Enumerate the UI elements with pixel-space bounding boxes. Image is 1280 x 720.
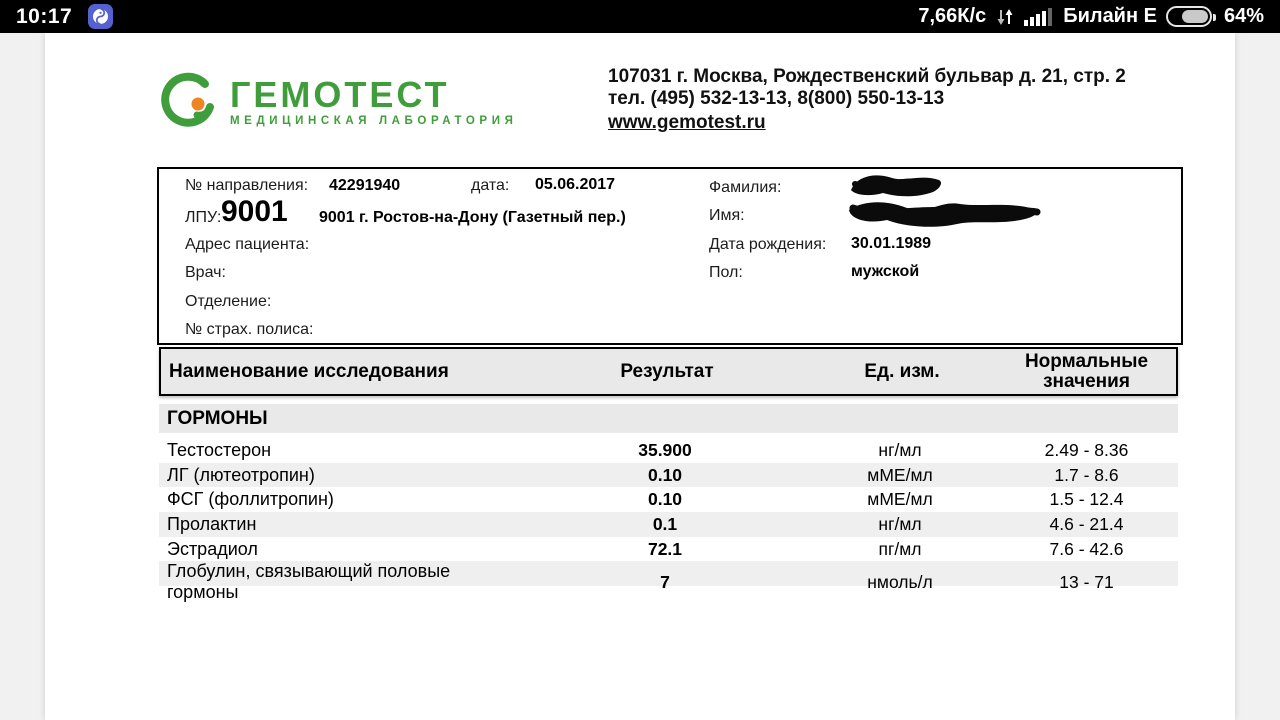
sex-value: мужской [851,263,920,280]
messenger-app-icon [88,4,113,29]
test-name-cell: Глобулин, связывающий половые гормоны [167,561,451,603]
result-cell: 0.1 [652,513,678,534]
units-cell: мМЕ/мл [867,464,933,485]
lpu-label: ЛПУ: [185,209,222,226]
test-name-cell: Тестостерон [167,439,272,460]
lpu-value: 9001 [221,195,288,228]
test-name-cell: Пролактин [167,513,257,534]
department-label: Отделение: [185,293,272,310]
website-link: www.gemotest.ru [608,112,766,133]
referral-label: № направления: [185,177,309,194]
network-speed: 7,66К/с [918,5,987,27]
normal-range-cell: 2.49 - 8.36 [1044,439,1129,460]
column-header-name: Наименование исследования [169,360,449,382]
brand-subtitle: МЕДИЦИНСКАЯ ЛАБОРАТОРИЯ [230,115,518,127]
table-row [159,537,1178,562]
units-cell: пг/мл [878,538,922,559]
gemotest-logo [158,71,517,133]
surname-label: Фамилия: [709,179,782,196]
clock: 10:17 [16,4,73,28]
units-cell: нг/мл [878,513,922,534]
table-row [159,512,1178,537]
status-bar-left [16,4,113,29]
normal-range-cell: 13 - 71 [1059,571,1114,592]
table-row [159,438,1178,463]
column-header-range: Нормальные значения [1024,350,1149,392]
document-viewport [0,33,1280,720]
insurance-label: № страх. полиса: [185,321,314,338]
battery-icon [1166,6,1212,27]
status-bar[interactable] [0,0,1280,33]
column-header-result: Результат [620,360,714,382]
normal-range-cell: 1.5 - 12.4 [1049,489,1124,510]
address-line-2: тел. (495) 532-13-13, 8(800) 550-13-13 [608,87,945,109]
lab-report-page [45,33,1235,720]
name-label: Имя: [709,207,745,224]
result-cell: 35.900 [638,439,692,460]
column-header-units: Ед. изм. [864,360,940,382]
table-row [159,487,1178,512]
sex-label: Пол: [709,264,743,281]
date-label: дата: [471,177,510,194]
brand-name: ГЕМОТЕСТ [230,74,450,115]
carrier-label: Билайн E [1063,5,1157,27]
status-bar-right [918,5,1264,28]
table-row [159,463,1178,488]
result-cell: 0.10 [647,464,683,485]
result-cell: 72.1 [647,538,683,559]
units-cell: нмоль/л [867,571,933,592]
data-transfer-arrows-icon [995,7,1015,27]
test-name-cell: Эстрадиол [167,538,258,559]
lpu-location: 9001 г. Ростов-на-Дону (Газетный пер.) [319,209,626,226]
normal-range-cell: 7.6 - 42.6 [1049,538,1124,559]
normal-range-cell: 1.7 - 8.6 [1054,464,1119,485]
units-cell: мМЕ/мл [867,489,933,510]
section-header-hormones: ГОРМОНЫ [159,404,1178,433]
signal-strength-icon [1024,7,1054,27]
table-row [159,561,1178,603]
units-cell: нг/мл [878,439,922,460]
normal-range-cell: 4.6 - 21.4 [1049,513,1124,534]
test-name-cell: ЛГ (лютеотропин) [167,464,315,485]
referral-value: 42291940 [329,177,401,194]
result-cell: 7 [660,571,670,592]
results-table-header [159,347,1178,396]
birthdate-value: 30.01.1989 [851,235,932,252]
lab-address-block [608,66,1188,134]
date-value: 05.06.2017 [535,176,616,193]
name-redaction-scribble [845,196,1045,237]
results-table-body [159,404,1178,603]
birthdate-label: Дата рождения: [709,236,827,253]
battery-percent: 64% [1223,5,1264,27]
patient-info-box [157,167,1183,345]
result-cell: 0.10 [647,489,683,510]
doctor-label: Врач: [185,264,226,281]
gemotest-logo-icon [158,71,218,133]
address-line-1: 107031 г. Москва, Рождественский бульвар д. 21, стр. 2 [608,66,1126,87]
patient-address-label: Адрес пациента: [185,236,310,253]
test-name-cell: ФСГ (фоллитропин) [167,489,334,510]
